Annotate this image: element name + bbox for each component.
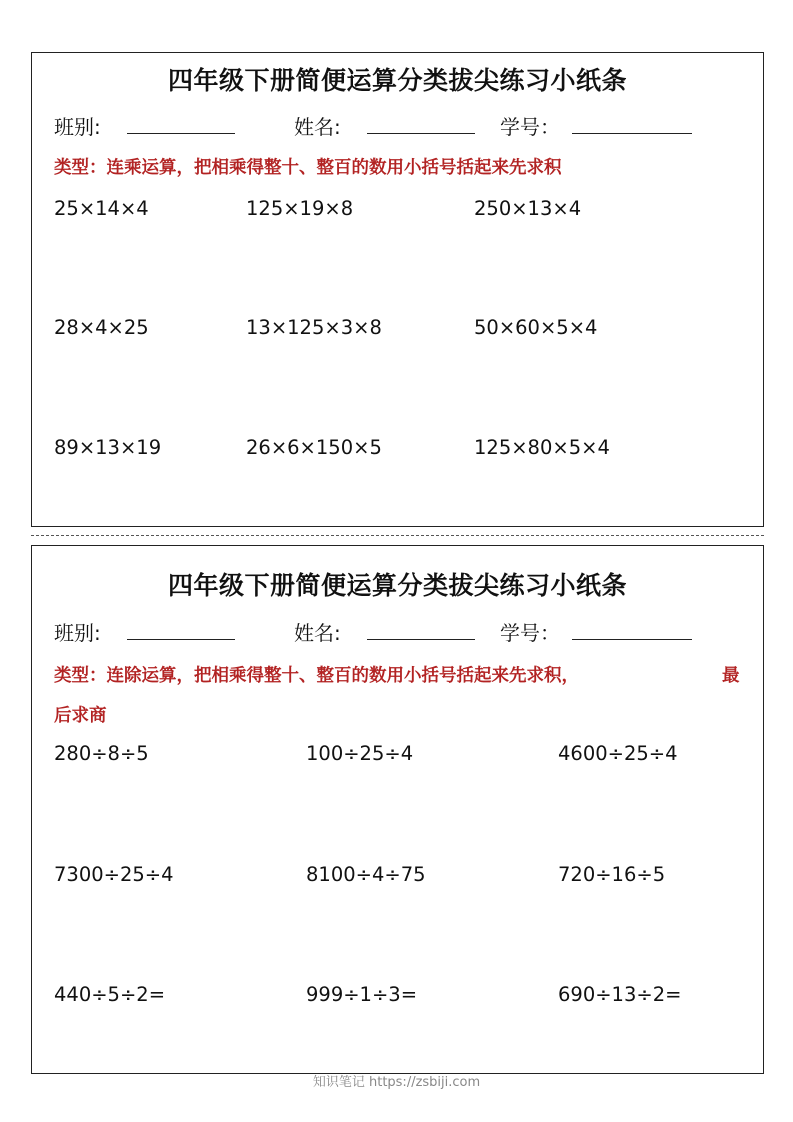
problem-9: 125×80×5×4	[474, 436, 610, 459]
problem-2: 125×19×8	[246, 197, 354, 220]
number-label: 学号：	[500, 621, 560, 645]
problem-4: 7300÷25÷4	[54, 863, 174, 886]
class-label: 班别:	[54, 621, 101, 645]
problem-6: 720÷16÷5	[558, 863, 666, 886]
class-blank[interactable]	[127, 639, 235, 640]
problem-9: 690÷13÷2=	[558, 983, 682, 1006]
problem-5: 13×125×3×8	[246, 316, 382, 339]
problem-type-note-end: 最	[722, 666, 740, 686]
class-label: 班别:	[54, 115, 101, 139]
name-label: 姓名:	[294, 115, 341, 139]
worksheet-card-2	[31, 545, 764, 1074]
problem-type-note: 类型：连乘运算，把相乘得整十、整百的数用小括号括起来先求积	[54, 158, 562, 178]
problem-3: 4600÷25÷4	[558, 742, 678, 765]
worksheet-title: 四年级下册简便运算分类拔尖练习小纸条	[167, 571, 627, 600]
problem-5: 8100÷4÷75	[306, 863, 426, 886]
footer-watermark[interactable]: 知识笔记 https://zsbiji.com	[312, 1075, 481, 1090]
problem-3: 250×13×4	[474, 197, 582, 220]
problem-8: 999÷1÷3=	[306, 983, 418, 1006]
problem-7: 89×13×19	[54, 436, 162, 459]
problem-type-note-cont: 后求商	[54, 706, 107, 726]
problem-1: 280÷8÷5	[54, 742, 149, 765]
number-blank[interactable]	[572, 639, 692, 640]
cut-line-divider	[31, 535, 764, 536]
problem-7: 440÷5÷2=	[54, 983, 166, 1006]
problem-4: 28×4×25	[54, 316, 149, 339]
problem-6: 50×60×5×4	[474, 316, 598, 339]
worksheet-title: 四年级下册简便运算分类拔尖练习小纸条	[167, 66, 627, 95]
problem-type-note: 类型：连除运算，把相乘得整十、整百的数用小括号括起来先求积，	[54, 666, 579, 686]
problem-1: 25×14×4	[54, 197, 149, 220]
worksheet-card-1	[31, 52, 764, 527]
name-label: 姓名:	[294, 621, 341, 645]
name-blank[interactable]	[367, 639, 475, 640]
class-blank[interactable]	[127, 133, 235, 134]
number-label: 学号：	[500, 115, 560, 139]
name-blank[interactable]	[367, 133, 475, 134]
problem-8: 26×6×150×5	[246, 436, 382, 459]
problem-2: 100÷25÷4	[306, 742, 414, 765]
number-blank[interactable]	[572, 133, 692, 134]
